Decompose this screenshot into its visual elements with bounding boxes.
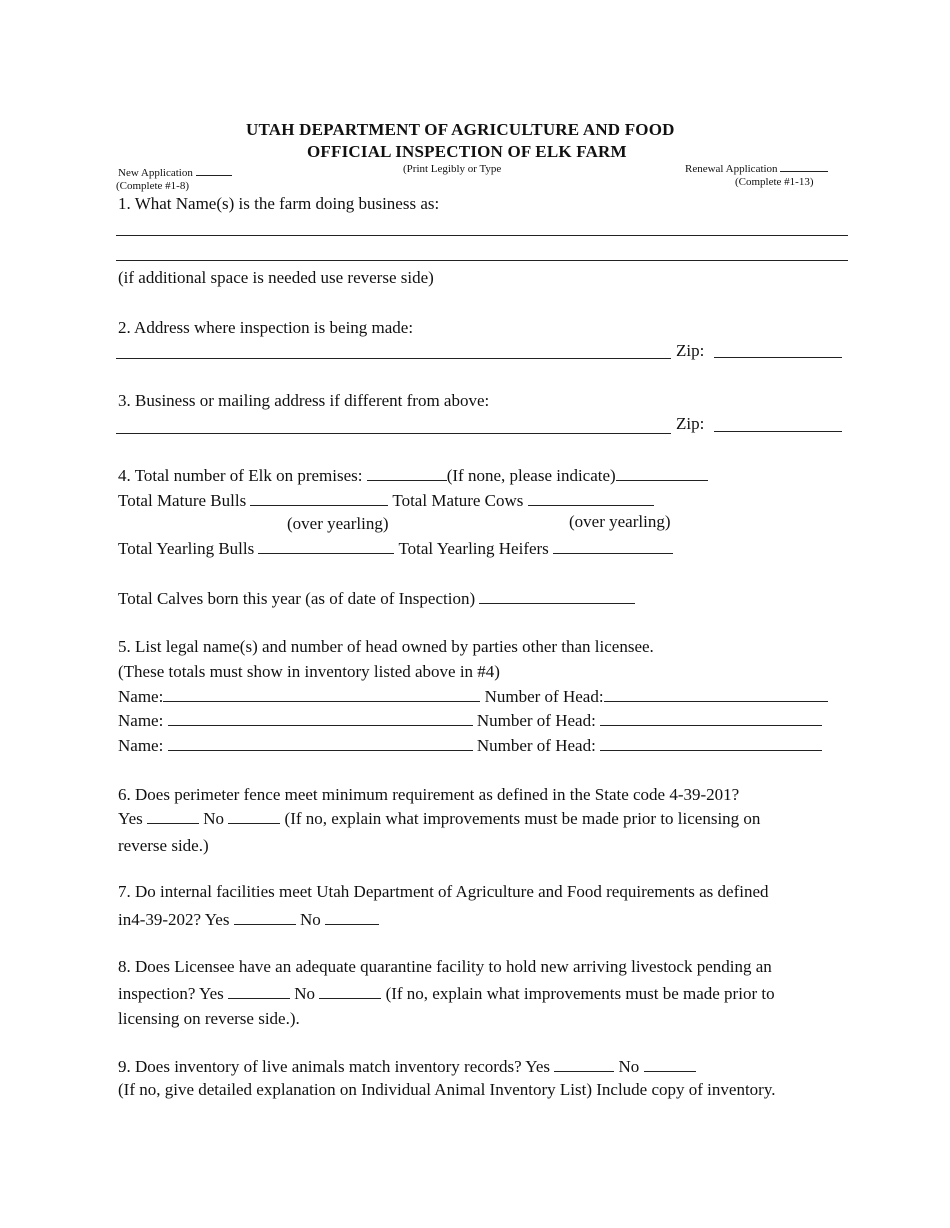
q4-mature-cows-blank[interactable] [528,491,654,506]
q7-yes-label: in4-39-202? Yes [118,910,230,929]
q2-address-line[interactable] [116,358,671,359]
new-application-blank[interactable] [196,166,232,176]
q6-explain: (If no, explain what improvements must be made prior to licensing on [284,809,761,828]
q5-name-blank[interactable] [168,736,473,751]
q4-yearling-row [118,539,673,559]
renewal-application-blank[interactable] [780,162,828,172]
q4-mature-bulls-blank[interactable] [250,491,388,506]
q6-continued: reverse side.) [118,836,209,855]
q3-address-line[interactable] [116,433,671,434]
q7-answer-row [118,910,379,930]
q9-yes-blank[interactable] [554,1057,614,1072]
q4-yearling-heifers-blank[interactable] [553,539,673,554]
form-title: UTAH DEPARTMENT OF AGRICULTURE AND FOOD [246,120,675,139]
q4-calves-row [118,589,635,609]
q1-answer-line-1[interactable] [116,235,848,236]
q5-question: 5. List legal name(s) and number of head owned by parties other than licensee. [118,637,654,656]
q5-head-label: Number of Head: [476,736,596,755]
q5-head-label: Number of Head: [476,711,596,730]
q5-name-label: Name: [118,711,164,730]
q3-question: 3. Business or mailing address if different from above: [118,391,490,410]
new-application-option [118,166,232,179]
q6-answer-row [118,809,760,829]
q4-cows-over-yearling: (over yearling) [569,512,671,531]
q4-bulls-over-yearling: (over yearling) [287,514,389,533]
q1-note: (if additional space is needed use reverse side) [118,268,434,287]
q9-explain: (If no, give detailed explanation on Individual Animal Inventory List) Include copy of inventory. [118,1080,776,1099]
q7-question: 7. Do internal facilities meet Utah Department of Agriculture and Food requirements as defined [118,882,769,901]
q4-calves-label: Total Calves born this year (as of date of Inspection) [118,589,476,608]
q7-no-blank[interactable] [325,910,379,925]
q2-question: 2. Address where inspection is being made: [118,318,414,337]
renewal-application-label: Renewal Application [685,163,778,175]
form-subtitle: OFFICIAL INSPECTION OF ELK FARM [307,142,627,161]
q8-explain: (If no, explain what improvements must be made prior to [385,984,775,1003]
q2-zip-label: Zip: [676,341,705,360]
q4-total-elk-row [118,466,708,486]
q2-zip-line[interactable] [714,357,842,358]
renewal-application-note: (Complete #1-13) [735,176,814,188]
q4-yearling-bulls-blank[interactable] [258,539,394,554]
q9-question-row [118,1057,696,1077]
new-application-label: New Application [118,167,193,179]
q5-name-blank[interactable] [168,711,473,726]
q4-none-note: (If none, please indicate) [446,466,616,485]
q3-zip-line[interactable] [714,431,842,432]
q6-yes-blank[interactable] [147,809,199,824]
new-application-note: (Complete #1-8) [116,180,190,192]
q5-name-label: Name: [118,736,164,755]
q5-name-blank[interactable] [163,687,480,702]
q7-yes-blank[interactable] [234,910,296,925]
q6-no-label: No [203,809,225,828]
print-note: (Print Legibly or Type [403,163,502,175]
q8-no-label: No [294,984,316,1003]
q8-yes-label: inspection? Yes [118,984,224,1003]
q8-answer-row [118,984,775,1004]
q4-total-elk-blank[interactable] [367,466,447,481]
q3-zip-label: Zip: [676,414,705,433]
q5-head-label: Number of Head: [484,687,604,706]
q5-owner-row [118,736,822,756]
q5-owner-row [118,711,822,731]
q5-head-blank[interactable] [604,687,828,702]
q8-no-blank[interactable] [319,984,381,999]
q4-yearling-bulls-label: Total Yearling Bulls [118,539,255,558]
q4-mature-row [118,491,654,511]
q4-mature-cows-label: Total Mature Cows [392,491,524,510]
q5-name-label: Name: [118,687,164,706]
q6-question: 6. Does perimeter fence meet minimum requirement as defined in the State code 4-39-201? [118,785,740,804]
q5-head-blank[interactable] [600,736,822,751]
q6-yes-label: Yes [118,809,143,828]
q4-yearling-heifers-label: Total Yearling Heifers [398,539,549,558]
q8-continued: licensing on reverse side.). [118,1009,300,1028]
q8-question: 8. Does Licensee have an adequate quarantine facility to hold new arriving livestock pending an [118,957,772,976]
q5-head-blank[interactable] [600,711,822,726]
q5-owner-row [118,687,828,707]
q9-question: 9. Does inventory of live animals match inventory records? Yes [118,1057,550,1076]
q4-total-elk-label: 4. Total number of Elk on premises: [118,466,363,485]
q8-yes-blank[interactable] [228,984,290,999]
q4-calves-blank[interactable] [479,589,635,604]
renewal-application-option [685,162,828,175]
q1-question: 1. What Name(s) is the farm doing business as: [118,194,440,213]
q6-no-blank[interactable] [228,809,280,824]
q7-no-label: No [299,910,321,929]
q1-answer-line-2[interactable] [116,260,848,261]
q4-mature-bulls-label: Total Mature Bulls [118,491,247,510]
q9-no-blank[interactable] [644,1057,696,1072]
q4-none-blank[interactable] [616,466,708,481]
q9-no-label: No [618,1057,640,1076]
q5-note: (These totals must show in inventory listed above in #4) [118,662,500,681]
